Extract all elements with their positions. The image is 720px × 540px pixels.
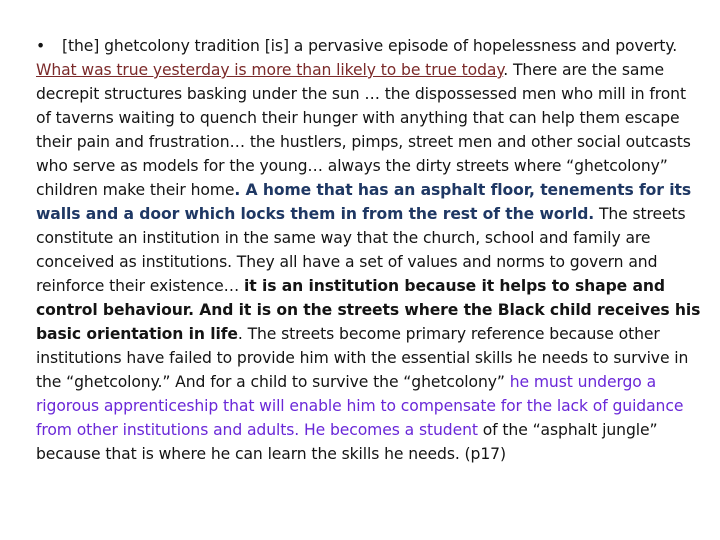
quote-intro: [the] ghetcolony tradition [is] a pervasive episode of hopelessness and poverty.	[62, 37, 678, 55]
quote-ending: of the “asphalt jungle” because that is where he can learn the skills he needs. (p17)	[36, 421, 658, 463]
bullet-point: •	[36, 37, 46, 55]
quote-paragraph	[36, 34, 704, 466]
apprenticeship-highlight: he must undergo a rigorous apprenticeship that will enable him to compensate for the lack of guidance from other institutions and adults. He becomes a student	[36, 373, 684, 439]
survival-text: . The streets become primary reference because other institutions have failed to provide him with the essential skills he needs to survive in the “ghetcolony.” And for a child to survive the “ghetcolony”	[36, 325, 689, 391]
home-metaphor-emphasis: . A home that has an asphalt floor, tenements for its walls and a door which locks them in from the rest of the world.	[36, 181, 691, 223]
institution-emphasis: it is an institution because it helps to shape and control behaviour. And it is on the streets where the Black child receives his basic orientation in life	[36, 277, 701, 343]
institution-text: The streets constitute an institution in the same way that the church, school and family are conceived as institutions. They all have a set of values and norms to govern and reinforce their existence…	[36, 205, 686, 295]
underlined-phrase: What was true yesterday is more than likely to be true today	[36, 61, 504, 79]
quote-description: . There are the same decrepit structures basking under the sun … the dispossessed men who mill in front of taverns waiting to quench their hunger with anything that can help them escape their pain and frustration… the hustlers, pimps, street men and other social outcasts who serve as models for the young… always the dirty streets where “ghetcolony” children make their home	[36, 61, 691, 199]
